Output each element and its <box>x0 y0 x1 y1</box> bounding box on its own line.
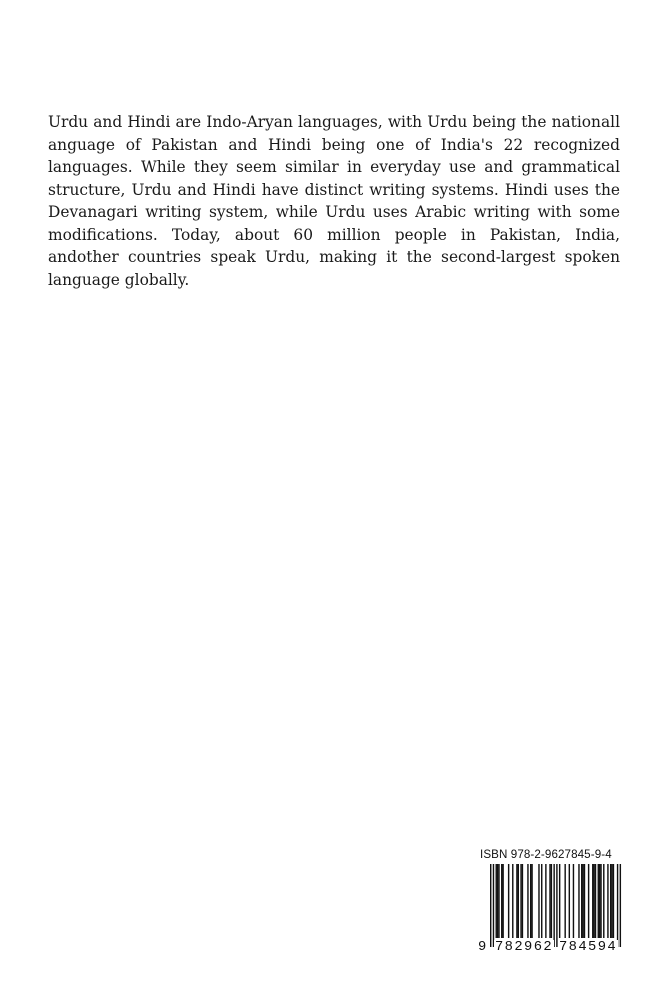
isbn-label: ISBN 978-2-9627845-9-4 <box>480 848 612 861</box>
barcode-digit-first: 9 <box>478 940 487 955</box>
barcode-bar <box>603 864 604 938</box>
barcode-digits <box>480 940 622 960</box>
barcode-bar <box>582 864 583 938</box>
barcode-bar <box>600 864 601 938</box>
barcode-bar <box>538 864 539 938</box>
barcode-bar <box>502 864 503 938</box>
barcode-bar <box>593 864 594 938</box>
barcode-bar <box>541 864 542 938</box>
barcode-bar <box>611 864 612 938</box>
barcode-bar <box>598 864 599 938</box>
barcode-bar <box>607 864 608 938</box>
barcode-bar <box>520 864 521 938</box>
barcode-bar <box>573 864 574 938</box>
barcode-bar <box>595 864 596 938</box>
barcode-bar <box>581 864 582 938</box>
barcode-bar <box>516 864 517 938</box>
barcode-bar <box>588 864 589 938</box>
barcode-bar <box>545 864 546 938</box>
barcode-bar <box>559 864 560 938</box>
barcode-digits-right: 784594 <box>559 940 618 955</box>
barcode-bar <box>617 864 618 947</box>
barcode-bar <box>620 864 621 947</box>
barcode-bar <box>522 864 523 938</box>
barcode-bar <box>551 864 552 938</box>
barcode-bar <box>512 864 513 938</box>
barcode-bar <box>556 864 557 947</box>
barcode-bar <box>584 864 585 938</box>
barcode-bar <box>501 864 502 938</box>
barcode-bar <box>530 864 531 938</box>
isbn-barcode-block <box>480 848 622 963</box>
cover-blurb: Urdu and Hindi are Indo-Aryan languages, with Urdu being the nationall anguage of Pakistan and Hindi being one of India's 22 recognized languages. While they seem similar in everyday use and grammatical structure, Urdu and Hindi have distinct writing systems. Hindi uses the Devanagari writing system, while Urdu uses Arabic writing with some modifications. Today, about 60 million people in Pakistan, India, andother countries speak Urdu, making it the second-largest spoken language globally. <box>48 113 620 289</box>
barcode-image <box>480 864 622 947</box>
barcode-bar <box>518 864 519 938</box>
barcode-bar <box>592 864 593 938</box>
barcode-bar <box>578 864 579 938</box>
barcode-bar <box>564 864 565 938</box>
barcode-bar <box>496 864 497 938</box>
barcode-bar <box>569 864 570 938</box>
barcode-bar <box>493 864 494 947</box>
barcode-bar <box>613 864 614 938</box>
barcode-bar <box>531 864 532 938</box>
barcode-bar <box>490 864 491 947</box>
barcode-bar <box>553 864 554 947</box>
barcode-bar <box>599 864 600 938</box>
barcode-bar <box>508 864 509 938</box>
barcode-digits-left: 782962 <box>495 940 554 955</box>
barcode-bar <box>497 864 498 938</box>
barcode-bar <box>549 864 550 938</box>
barcode-bar <box>498 864 499 938</box>
barcode-bar <box>527 864 528 938</box>
barcode-bar <box>610 864 611 938</box>
